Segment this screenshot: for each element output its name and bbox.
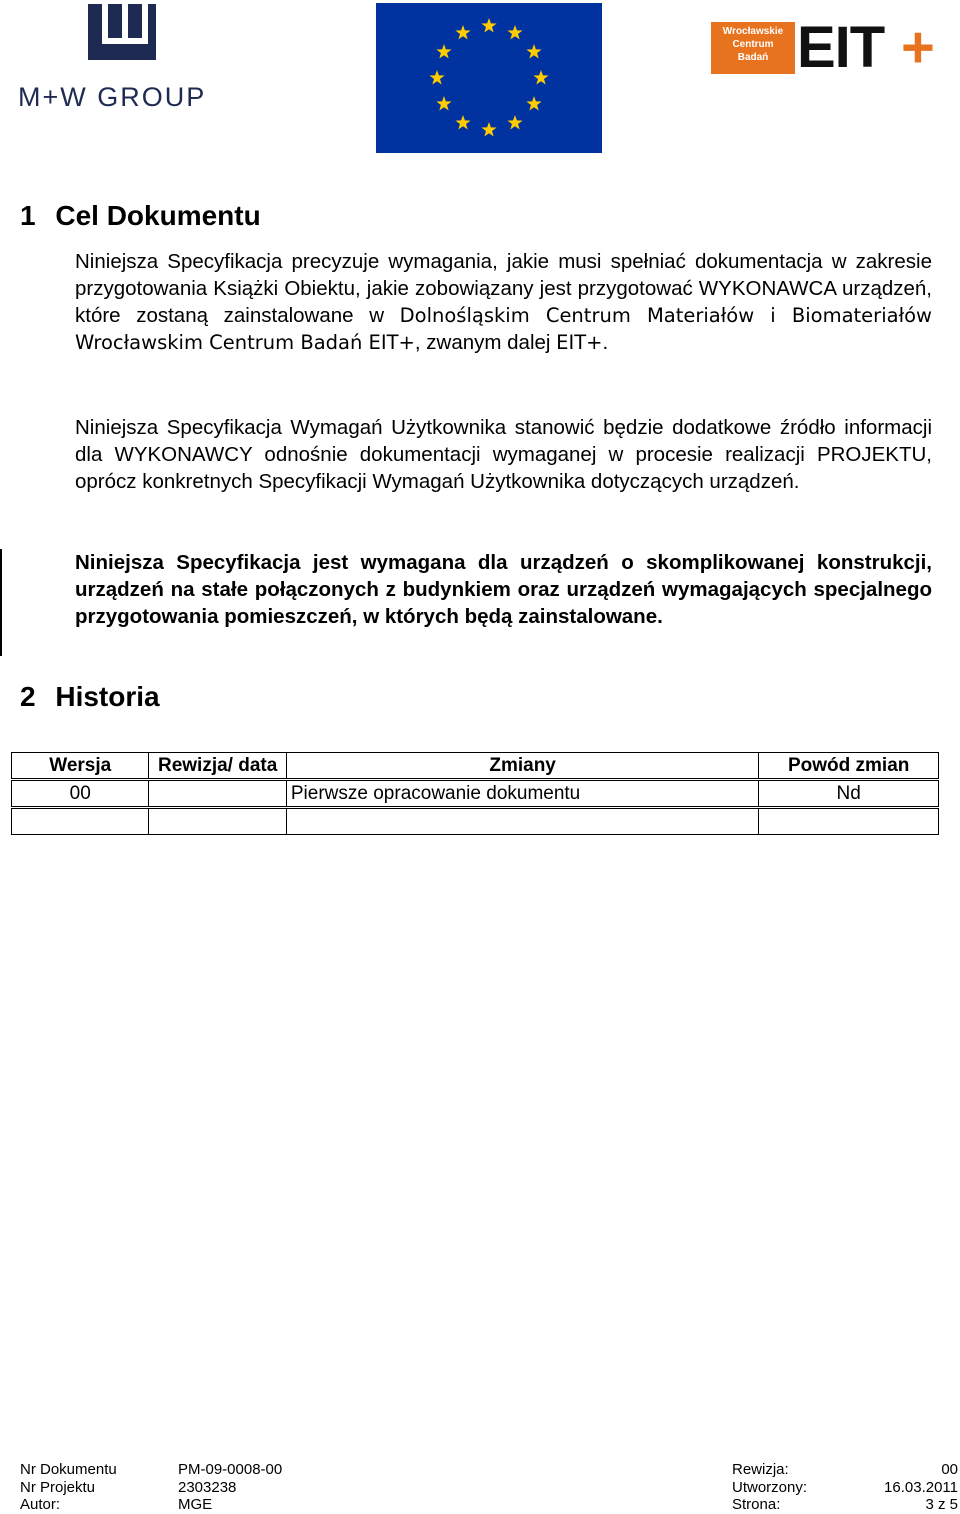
column-header: Wersja (12, 753, 149, 780)
institution-abbrev: EIT+ (556, 331, 603, 354)
eit-logo-text: EIT (797, 15, 885, 80)
institution-name: Dolnośląskim Centrum Materiałów i Biomateriałów Wrocławskim Centrum Badań EIT+ (75, 304, 932, 354)
footer-project-value: 2303238 (178, 1479, 237, 1496)
eu-flag-logo (376, 3, 602, 153)
mw-logo-text: M+W GROUP (18, 82, 207, 112)
eit-logo-badge (711, 22, 795, 74)
footer-page-label: Strona: (732, 1496, 781, 1513)
eit-logo-line: Centrum (732, 39, 774, 50)
eit-plus-logo (711, 15, 949, 80)
revision-change-bar (0, 549, 2, 656)
column-header: Zmiany (286, 753, 759, 780)
table-cell: 00 (12, 780, 149, 808)
eit-logo-plus: + (901, 15, 935, 80)
paragraph-text: , zwanym dalej (414, 331, 557, 354)
footer-rev-value: 00 (941, 1461, 958, 1478)
footer-author-label: Autor: (20, 1496, 61, 1513)
table-header-row (12, 753, 939, 780)
paragraph-applicability: Niniejsza Specyfikacja jest wymagana dla urządzeń o skomplikowanej konstrukcji, urządzeń na stałe połączonych z budynkiem oraz urządzeń wymagających specjalnego przygotowania pomieszczeń, w których będą zainstalowane. (75, 551, 932, 628)
footer-created-value: 16.03.2011 (884, 1479, 958, 1496)
paragraph-scope: Niniejsza Specyfikacja Wymagań Użytkownika stanowić będzie dodatkowe źródło informacji dla WYKONAWCY odnośnie dokumentacji wymaganej w procesie realizacji PROJEKTU, oprócz konkretnych Specyfikacji Wymagań Użytkownika dotyczących urządzeń. (75, 416, 932, 493)
table-row (12, 808, 939, 835)
section-heading-2 (20, 681, 160, 713)
table-cell: Pierwsze opracowanie dokumentu (286, 780, 759, 808)
table-cell (149, 780, 286, 808)
column-header: Rewizja/ data (149, 753, 286, 780)
eit-logo-line: Wrocławskie (722, 26, 784, 37)
footer-author-value: MGE (178, 1496, 213, 1513)
table-cell (286, 808, 759, 835)
footer-created-label: Utworzony: (732, 1479, 808, 1496)
table-cell (149, 808, 286, 835)
section-number: 2 (20, 681, 36, 712)
footer-doc-label: Nr Dokumentu (20, 1461, 117, 1478)
section-heading-1 (20, 200, 261, 232)
eit-logo-line: Badań (737, 52, 769, 63)
table-row (12, 780, 939, 808)
table-cell (759, 808, 939, 835)
table-cell (12, 808, 149, 835)
section-title: Historia (55, 681, 160, 712)
section-number: 1 (20, 200, 36, 231)
section-title: Cel Dokumentu (55, 200, 261, 231)
paragraph-text: Niniejsza Specyfikacja precyzuje wymagania, jakie musi spełniać dokumentacja w zakresie przygotowania Książki Obiektu, jakie zobowiązany jest przygotować WYKONAWCA urządzeń, które zostaną zainstalowane w (75, 250, 932, 327)
history-table (11, 752, 939, 835)
mw-group-logo (18, 4, 228, 114)
footer-project-label: Nr Projektu (20, 1479, 96, 1496)
footer-rev-label: Rewizja: (732, 1461, 789, 1478)
footer-doc-value: PM-09-0008-00 (178, 1461, 283, 1478)
paragraph-text: . (602, 331, 609, 354)
footer-page-value: 3 z 5 (925, 1496, 958, 1513)
column-header: Powód zmian (759, 753, 939, 780)
paragraph-purpose (75, 248, 932, 356)
table-cell: Nd (759, 780, 939, 808)
